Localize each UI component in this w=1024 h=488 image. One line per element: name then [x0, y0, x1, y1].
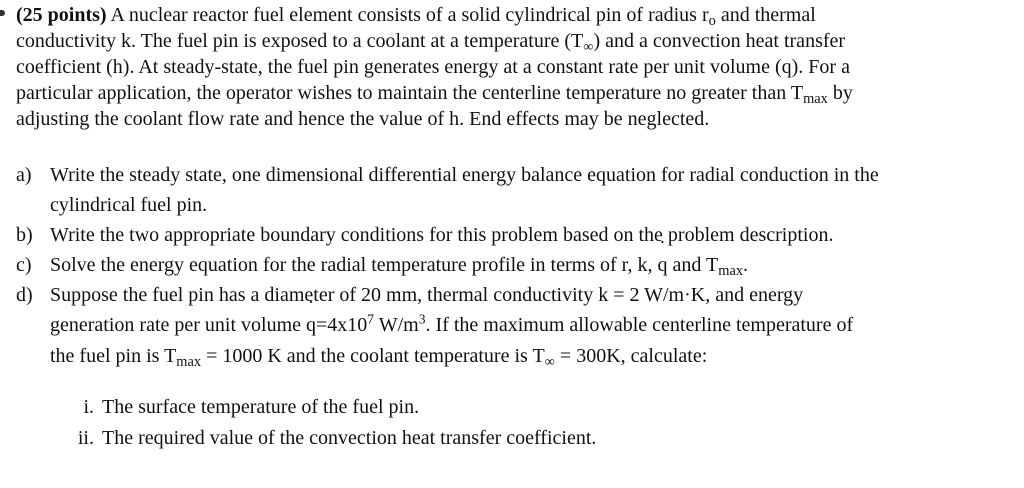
intro-sub-o: o — [708, 13, 716, 30]
part-d-sub-max: max — [176, 354, 202, 371]
part-d-line1: Suppose the fuel pin has a diameter of 20 mm, thermal conductivity k = 2 W/m·K, and energy — [50, 284, 804, 306]
part-d-line3-post: = 300K, calculate: — [554, 345, 708, 367]
intro-sub-inf: ∞ — [583, 39, 594, 56]
points-label: (25 points) — [16, 4, 107, 26]
part-d-line3-mid: = 1000 K and the coolant temperature is T — [201, 345, 545, 367]
part-c-mid: and T — [667, 254, 719, 276]
problem-intro — [16, 2, 1014, 132]
subpart-i-marker: i. — [83, 396, 94, 418]
subpart-i-text: The surface temperature of the fuel pin. — [102, 396, 420, 418]
margin-mark — [0, 10, 5, 16]
subparts-list — [58, 392, 958, 454]
part-d-exp7: 7 — [367, 311, 375, 327]
subpart-ii-marker: ii. — [77, 427, 94, 449]
intro-text-6: ). For a — [791, 56, 850, 78]
intro-qdot: ˙ q — [782, 54, 792, 80]
part-d-exp3: 3 — [418, 311, 426, 327]
subpart-ii-text: The required value of the convection heat transfer coefficient. — [102, 427, 597, 449]
part-b — [16, 220, 1016, 250]
part-c-sub-max: max — [718, 263, 744, 280]
part-d-line2-c: . If the maximum allowable centerline temperature of — [425, 314, 854, 336]
intro-text-5: coefficient (h). At steady-state, the fuel pin generates energy at a constant rate per unit volume ( — [16, 56, 782, 78]
part-a — [16, 160, 1016, 220]
part-b-text: Write the two appropriate boundary conditions for this problem based on the problem description. — [50, 224, 834, 246]
intro-text-2: and thermal — [715, 4, 816, 26]
part-d-line2-a: =4x10 — [316, 314, 368, 336]
part-d-line2-pre: generation rate per unit volume — [50, 314, 307, 336]
part-c — [16, 250, 1016, 280]
part-c-text: Solve the energy equation for the radial temperature profile in terms of r, k, — [50, 254, 658, 276]
part-c-post: . — [743, 254, 749, 276]
part-d — [16, 280, 1016, 372]
part-d-sub-inf: ∞ — [544, 354, 555, 371]
intro-text-3: conductivity k. The fuel pin is exposed to a coolant at a temperature (T — [16, 30, 584, 52]
parts-list — [16, 160, 1016, 372]
part-c-qdot: ˙ q — [658, 250, 668, 280]
subpart-ii — [58, 423, 958, 454]
part-d-line2-b: W/m — [374, 314, 419, 336]
part-a-line1: Write the steady state, one dimensional differential energy balance equation for radial conduction in the — [50, 164, 879, 186]
part-c-marker: c) — [16, 254, 32, 276]
part-a-line2: cylindrical fuel pin. — [50, 194, 208, 216]
part-d-line3-pre: the fuel pin is T — [50, 345, 177, 367]
part-a-marker: a) — [16, 164, 32, 186]
part-d-qdot: ˙ q — [306, 310, 316, 341]
subpart-i — [58, 392, 958, 423]
intro-text-1: A nuclear reactor fuel element consists of a solid cylindrical pin of radius r — [110, 4, 709, 26]
part-d-marker: d) — [16, 284, 33, 306]
intro-text-7: particular application, the operator wishes to maintain the centerline temperature no greater than T — [16, 82, 804, 104]
intro-sub-max: max — [803, 91, 828, 108]
intro-text-8: by — [827, 82, 853, 104]
intro-text-4: ) and a convection heat transfer — [593, 30, 846, 52]
part-b-marker: b) — [16, 224, 33, 246]
intro-text-9: adjusting the coolant flow rate and hence the value of h. End effects may be neglected. — [16, 108, 710, 130]
